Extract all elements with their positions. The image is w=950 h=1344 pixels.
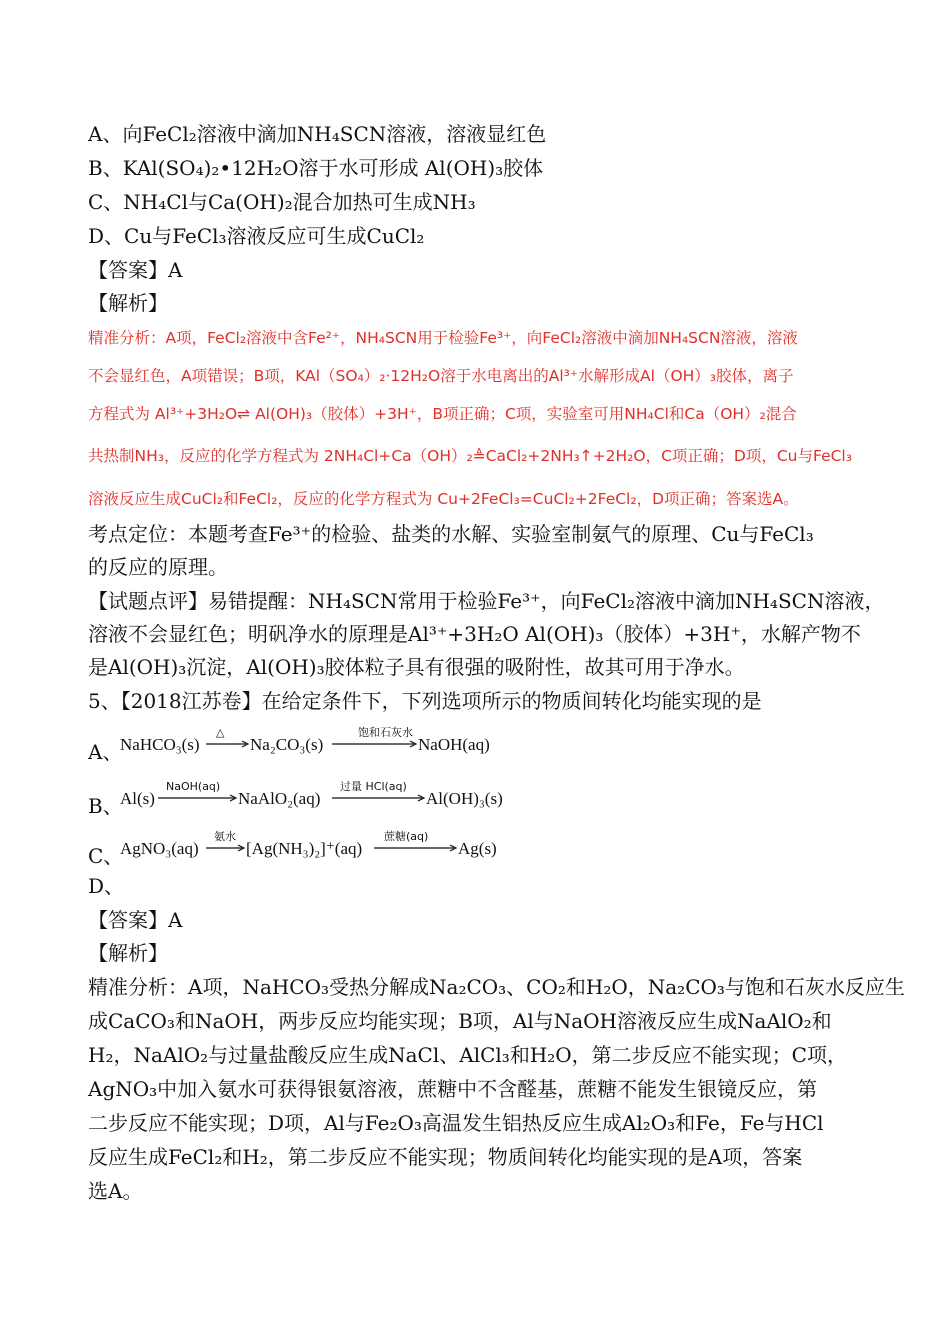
q5-analysis-heading: 【解析】 [88, 941, 168, 965]
q4-kaodian-line: 考点定位：本题考查Fe³⁺的检验、盐类的水解、实验室制氨气的原理、Cu与FeCl₃ [88, 522, 814, 546]
q5-option-label: A、 [88, 740, 123, 764]
q4-answer: 【答案】A [88, 258, 183, 282]
condition: NaOH(aq) [166, 780, 221, 793]
q5-analysis-line: 反应生成FeCl₂和H₂，第二步反应不能实现；物质间转化均能实现的是A项，答案 [88, 1145, 803, 1169]
q4-analysis-heading: 【解析】 [88, 291, 168, 315]
condition: △ [216, 726, 225, 739]
species: Al(OH)₃(s) [426, 789, 503, 808]
q5-option-d: D、 [88, 874, 125, 898]
condition: 过量 HCl(aq) [340, 780, 407, 793]
q5-option-label: B、 [88, 794, 123, 818]
species: Al(s) [120, 789, 155, 808]
reaction-scheme-c [118, 828, 538, 868]
q5-analysis-line: AgNO₃中加入氨水可获得银氨溶液，蔗糖中不含醛基，蔗糖不能发生银镜反应，第 [88, 1077, 818, 1101]
condition: 氨水 [214, 830, 236, 843]
q5-analysis-line: 成CaCO₃和NaOH，两步反应均能实现；B项，Al与NaOH溶液反应生成NaAlO₂和 [88, 1009, 832, 1033]
q5-analysis-line: 精准分析：A项，NaHCO₃受热分解成Na₂CO₃、CO₂和H₂O，Na₂CO₃与饱和石灰水反应生 [88, 975, 905, 999]
q4-pingjia-line: 溶液不会显红色；明矾净水的原理是Al³⁺+3H₂O Al(OH)₃（胶体）+3H⁺，水解产物不 [88, 622, 861, 646]
q5-stem: 5、【2018江苏卷】在给定条件下，下列选项所示的物质间转化均能实现的是 [88, 689, 762, 713]
q4-analysis-line: 方程式为 Al³⁺+3H₂O⇌ Al(OH)₃（胶体）+3H⁺，B项正确；C项，实验室可用NH₄Cl和Ca（OH）₂混合 [88, 405, 797, 423]
q4-analysis-line: 溶液反应生成CuCl₂和FeCl₂，反应的化学方程式为 Cu+2FeCl₃=CuCl₂+2FeCl₂，D项正确；答案选A。 [88, 490, 799, 508]
q4-option-a: A、向FeCl₂溶液中滴加NH₄SCN溶液，溶液显红色 [88, 122, 547, 146]
reaction-scheme-b [118, 778, 538, 818]
q5-analysis-line: H₂，NaAlO₂与过量盐酸反应生成NaCl、AlCl₃和H₂O，第二步反应不能实现；C项， [88, 1043, 847, 1067]
q4-option-b: B、KAl(SO₄)₂•12H₂O溶于水可形成 Al(OH)₃胶体 [88, 156, 544, 180]
q4-kaodian-line: 的反应的原理。 [88, 555, 228, 579]
q4-option-c: C、NH₄Cl与Ca(OH)₂混合加热可生成NH₃ [88, 190, 476, 214]
q4-analysis-line: 不会显红色，A项错误；B项，KAl（SO₄）₂·12H₂O溶于水电离出的Al³⁺水解形成Al（OH）₃胶体，离子 [88, 367, 794, 385]
q5-analysis-line: 二步反应不能实现；D项，Al与Fe₂O₃高温发生铝热反应生成Al₂O₃和Fe，Fe与HCl [88, 1111, 824, 1135]
reaction-scheme-a [118, 724, 538, 764]
species: [Ag(NH₃)₂]⁺(aq) [246, 839, 363, 858]
q5-analysis-line: 选A。 [88, 1179, 143, 1203]
species: Na₂CO₃(s) [250, 735, 324, 754]
q5-option-label: C、 [88, 844, 124, 868]
species: Ag(s) [458, 839, 497, 858]
q4-option-d: D、Cu与FeCl₃溶液反应可生成CuCl₂ [88, 224, 425, 248]
condition: 蔗糖(aq) [384, 830, 429, 843]
species: AgNO₃(aq) [120, 839, 199, 858]
species: NaAlO₂(aq) [238, 789, 321, 808]
q4-pingjia-line: 【试题点评】易错提醒：NH₄SCN常用于检验Fe³⁺，向FeCl₂溶液中滴加NH₄SCN溶液， [88, 589, 885, 613]
species: NaHCO₃(s) [120, 735, 200, 754]
q4-pingjia-line: 是Al(OH)₃沉淀，Al(OH)₃胶体粒子具有很强的吸附性，故其可用于净水。 [88, 655, 745, 679]
condition: 饱和石灰水 [358, 726, 413, 739]
q5-answer: 【答案】A [88, 908, 183, 932]
q4-analysis-line: 精准分析：A项，FeCl₂溶液中含Fe²⁺，NH₄SCN用于检验Fe³⁺，向FeCl₂溶液中滴加NH₄SCN溶液，溶液 [88, 329, 798, 347]
species: NaOH(aq) [418, 735, 490, 754]
q4-analysis-line: 共热制NH₃，反应的化学方程式为 2NH₄Cl+Ca（OH）₂≜CaCl₂+2NH₃↑+2H₂O，C项正确；D项，Cu与FeCl₃ [88, 447, 852, 465]
